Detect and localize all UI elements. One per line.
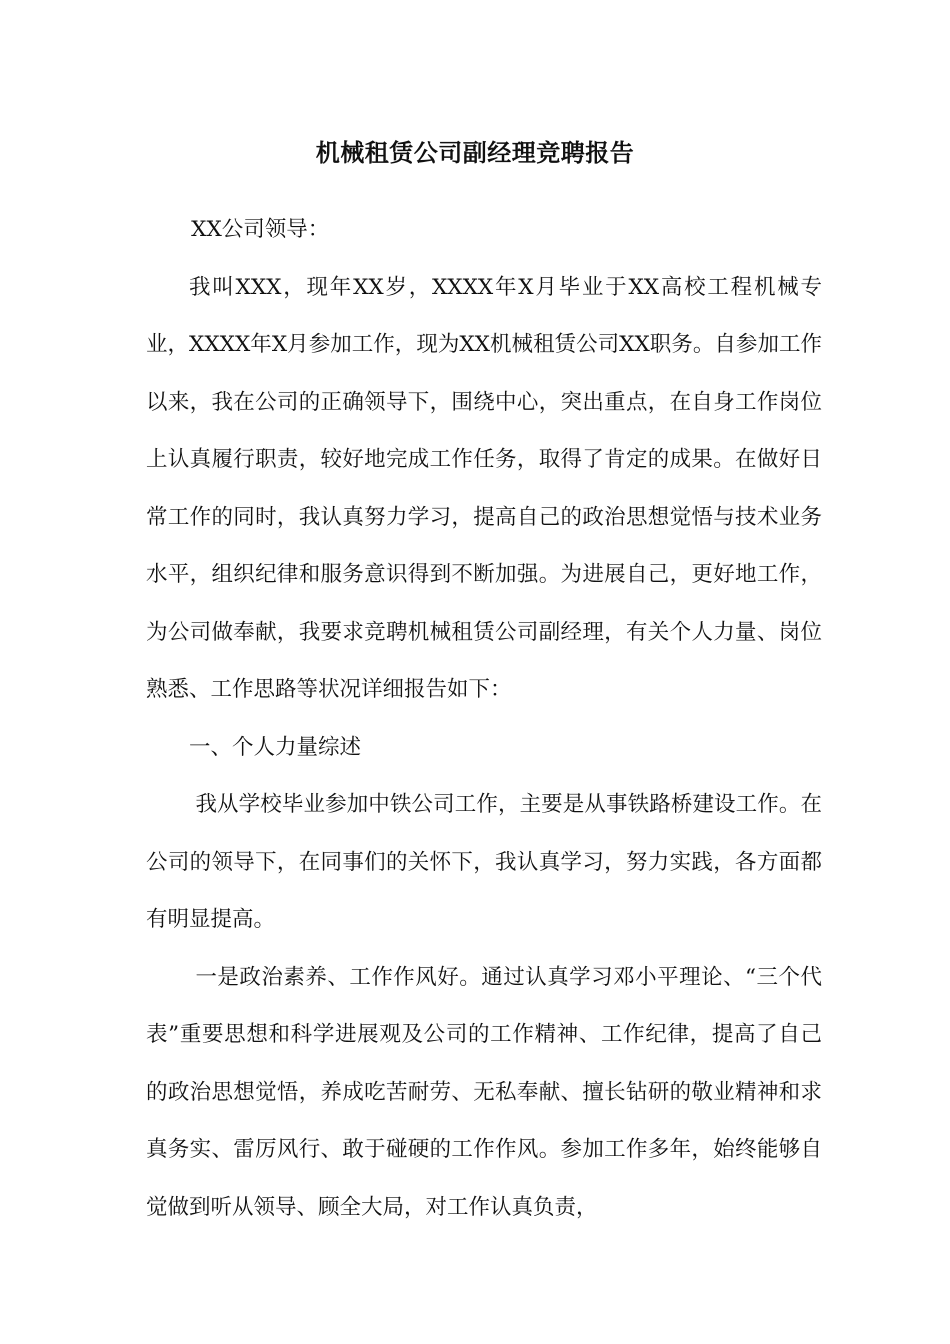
paragraph-introduction: 我叫XXX，现年XX岁，XXXX年X月毕业于XX高校工程机械专业，XXXX年X月参加工作，现为XX机械租赁公司XX职务。自参加工作以来，我在公司的正确领导下，围绕中心，突出重点，在自身工作岗位上认真履行职责，较好地完成工作任务，取得了肯定的成果。在做好日常工作的同时，我认真努力学习，提高自己的政治思想觉悟与技术业务水平，组织纪律和服务意识得到不断加强。为进展自己，更好地工作，为公司做奉献，我要求竞聘机械租赁公司副经理，有关个人力量、岗位熟悉、工作思路等状况详细报告如下： bbox=[146, 274, 822, 702]
paragraph-background: 我从学校毕业参加中铁公司工作，主要是从事铁路桥建设工作。在公司的领导下，在同事们的关怀下，我认真学习，努力实践，各方面都有明显提高。 bbox=[146, 792, 822, 932]
section-heading: 一、个人力量综述 bbox=[189, 734, 362, 760]
paragraph-political-quality: 一是政治素养、工作作风好。通过认真学习邓小平理论、“三个代表”重要思想和科学进展观及公司的工作精神、工作纪律，提高了自己的政治思想觉悟，养成吃苦耐劳、无私奉献、擅长钻研的敬业精神和求真务实、雷厉风行、敢于碰硬的工作作风。参加工作多年，始终能够自觉做到听从领导、顾全大局，对工作认真负责， bbox=[146, 964, 822, 1220]
document-body bbox=[146, 201, 822, 1236]
salutation: XX公司领导： bbox=[191, 217, 330, 242]
document-title: 机械租赁公司副经理竞聘报告 bbox=[315, 138, 635, 167]
